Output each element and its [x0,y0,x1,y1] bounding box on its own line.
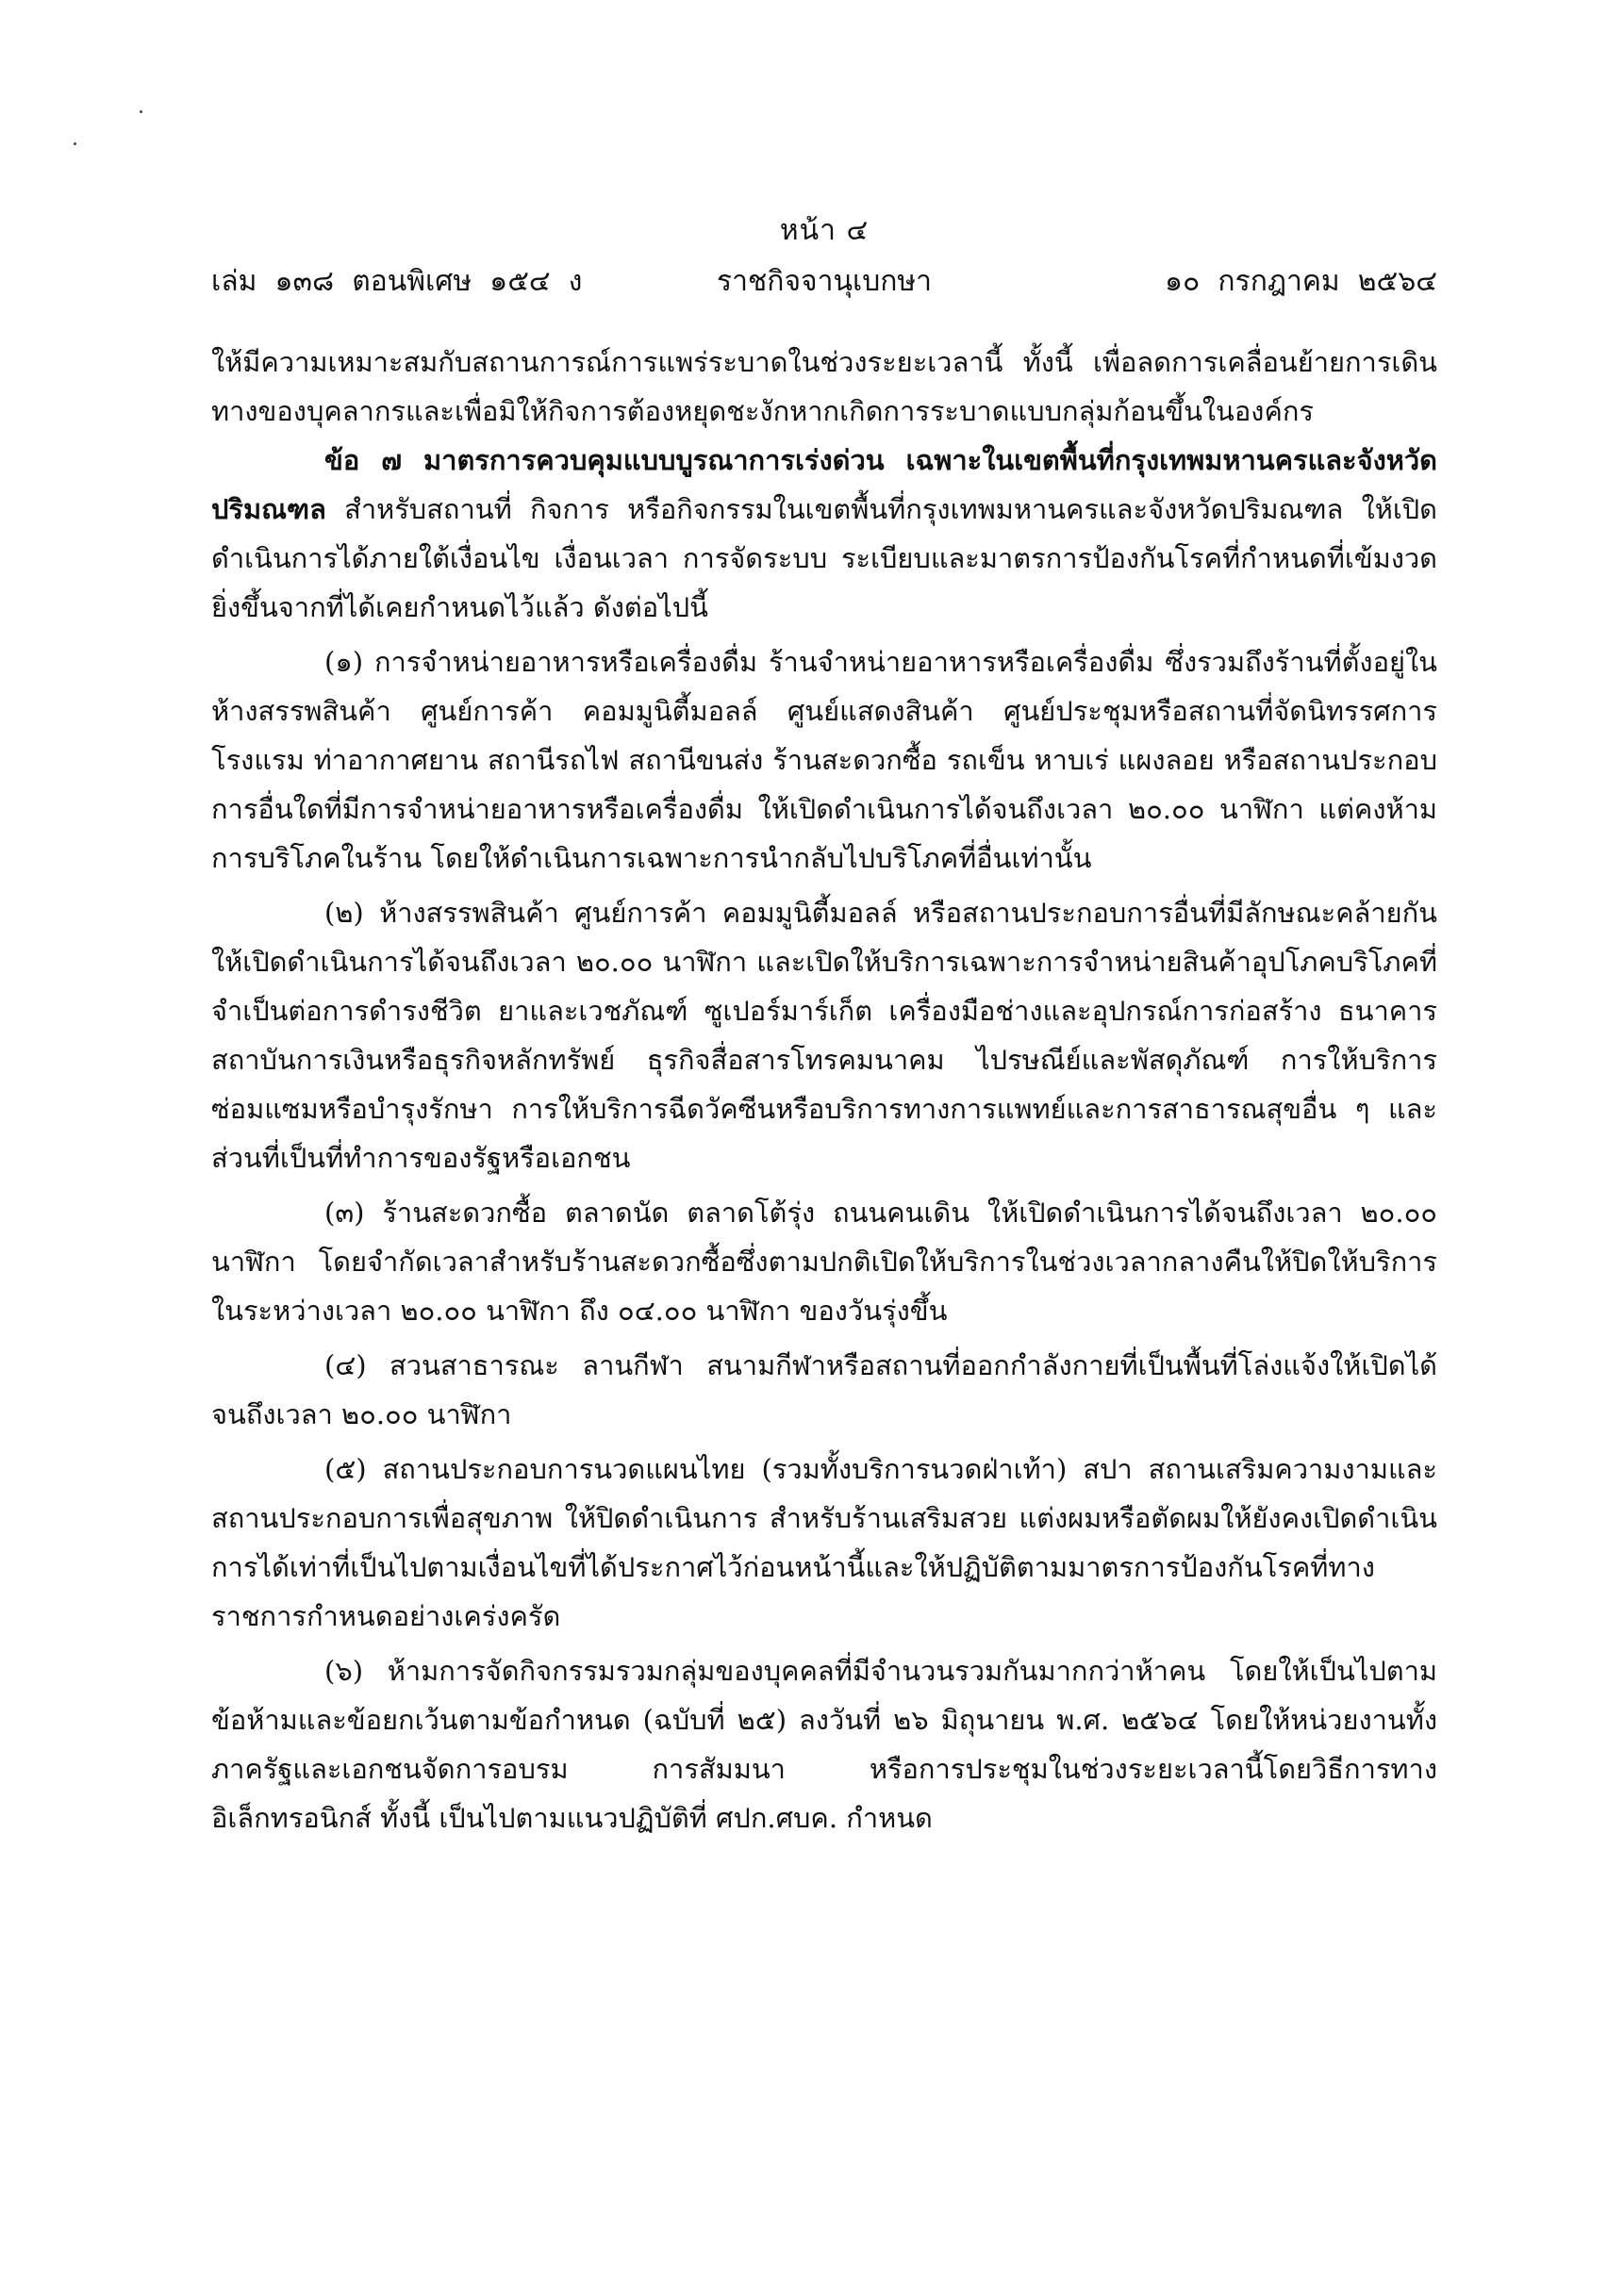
item-6-paragraph: (๖) ห้ามการจัดกิจกรรมรวมกลุ่มของบุคคลที่มีจำนวนรวมกันมากกว่าห้าคน โดยให้เป็นไปตามข้อห้ามและข้อยกเว้นตามข้อกำหนด (ฉบับที่ ๒๕) ลงวันที่ ๒๖ มิถุนายน พ.ศ. ๒๕๖๔ โดยให้หน่วยงานทั้งภาครัฐและเอกชนจัดการอบรม การสัมมนา หรือการประชุมในช่วงระยะเวลานี้โดยวิธีการทางอิเล็กทรอนิกส์ ทั้งนี้ เป็นไปตามแนวปฏิบัติที่ ศปก.ศบค. กำหนด [211,1655,1437,1834]
item-3-paragraph: (๓) ร้านสะดวกซื้อ ตลาดนัด ตลาดโต้รุ่ง ถนนคนเดิน ให้เปิดดำเนินการได้จนถึงเวลา ๒๐.๐๐ นาฬิกา โดยจำกัดเวลาสำหรับร้านสะดวกซื้อซึ่งตามปกติเปิดให้บริการในช่วงเวลากลางคืนให้ปิดให้บริการในระหว่างเวลา ๒๐.๐๐ นาฬิกา ถึง ๐๔.๐๐ นาฬิกา ของวันรุ่งขึ้น [211,1197,1437,1327]
item-4-paragraph: (๔) สวนสาธารณะ ลานกีฬา สนามกีฬาหรือสถานที่ออกกำลังกายที่เป็นพื้นที่โล่งแจ้งให้เปิดได้จนถึงเวลา ๒๐.๐๐ นาฬิกา [211,1349,1437,1430]
clause-7-paragraph [211,436,1437,632]
header-row [211,261,1437,303]
scan-speck [74,142,76,145]
scan-speck [140,110,142,113]
publication-name: ราชกิจจานุเบกษา [716,265,933,298]
publication-date: ๑๐ กรกฎาคม ๒๕๖๔ [1165,265,1437,298]
continuation-paragraph: ให้มีความเหมาะสมกับสถานการณ์การแพร่ระบาดในช่วงระยะเวลานี้ ทั้งนี้ เพื่อลดการเคลื่อนย้ายการเดินทางของบุคลากรและเพื่อมิให้กิจการต้องหยุดชะงักหากเกิดการระบาดแบบกลุ่มก้อนขึ้นในองค์กร [211,346,1437,427]
clause-7-heading: ข้อ ๗ มาตรการควบคุมแบบบูรณาการเร่งด่วน เฉพาะในเขตพื้นที่กรุงเทพมหานครและจังหวัดปริมณฑล [211,444,1437,525]
item-1-paragraph: (๑) การจำหน่ายอาหารหรือเครื่องดื่ม ร้านจำหน่ายอาหารหรือเครื่องดื่ม ซึ่งรวมถึงร้านที่ตั้งอยู่ในห้างสรรพสินค้า ศูนย์การค้า คอมมูนิตี้มอลล์ ศูนย์แสดงสินค้า ศูนย์ประชุมหรือสถานที่จัดนิทรรศการ โรงแรม ท่าอากาศยาน สถานีรถไฟ สถานีขนส่ง ร้านสะดวกซื้อ รถเข็น หาบเร่ แผงลอย หรือสถานประกอบการอื่นใดที่มีการจำหน่ายอาหารหรือเครื่องดื่ม ให้เปิดดำเนินการได้จนถึงเวลา ๒๐.๐๐ นาฬิกา แต่คงห้ามการบริโภคในร้าน โดยให้ดำเนินการเฉพาะการนำกลับไปบริโภคที่อื่นเท่านั้น [211,646,1437,874]
clause-7-text: สำหรับสถานที่ กิจการ หรือกิจกรรมในเขตพื้นที่กรุงเทพมหานครและจังหวัดปริมณฑล ให้เปิดดำเนินการได้ภายใต้เงื่อนไข เงื่อนเวลา การจัดระบบ ระเบียบและมาตรการป้องกันโรคที่กำหนดที่เข้มงวดยิ่งขึ้นจากที่ได้เคยกำหนดไว้แล้ว ดังต่อไปนี้ [211,493,1437,623]
item-5-paragraph: (๕) สถานประกอบการนวดแผนไทย (รวมทั้งบริการนวดฝ่าเท้า) สปา สถานเสริมความงามและสถานประกอบการเพื่อสุขภาพ ให้ปิดดำเนินการ สำหรับร้านเสริมสวย แต่งผมหรือตัดผมให้ยังคงเปิดดำเนินการได้เท่าที่เป็นไปตามเงื่อนไขที่ได้ประกาศไว้ก่อนหน้านี้และให้ปฏิบัติตามมาตรการป้องกันโรคที่ทางราชการกำหนดอย่างเคร่งครัด [211,1453,1437,1632]
page-number: หน้า ๔ [779,214,870,247]
document-body [211,338,1437,1842]
volume-issue: เล่ม ๑๓๘ ตอนพิเศษ ๑๕๔ ง [211,265,583,298]
item-2-paragraph: (๒) ห้างสรรพสินค้า ศูนย์การค้า คอมมูนิตี้มอลล์ หรือสถานประกอบการอื่นที่มีลักษณะคล้ายกัน ให้เปิดดำเนินการได้จนถึงเวลา ๒๐.๐๐ นาฬิกา และเปิดให้บริการเฉพาะการจำหน่ายสินค้าอุปโภคบริโภคที่จำเป็นต่อการดำรงชีวิต ยาและเวชภัณฑ์ ซูเปอร์มาร์เก็ต เครื่องมือช่างและอุปกรณ์การก่อสร้าง ธนาคาร สถาบันการเงินหรือธุรกิจหลักทรัพย์ ธุรกิจสื่อสารโทรคมนาคม ไปรษณีย์และพัสดุภัณฑ์ การให้บริการซ่อมแซมหรือบำรุงรักษา การให้บริการฉีดวัคซีนหรือบริการทางการแพทย์และการสาธารณสุขอื่น ๆ และส่วนที่เป็นที่ทำการของรัฐหรือเอกชน [211,897,1437,1174]
gazette-header [211,212,1437,303]
